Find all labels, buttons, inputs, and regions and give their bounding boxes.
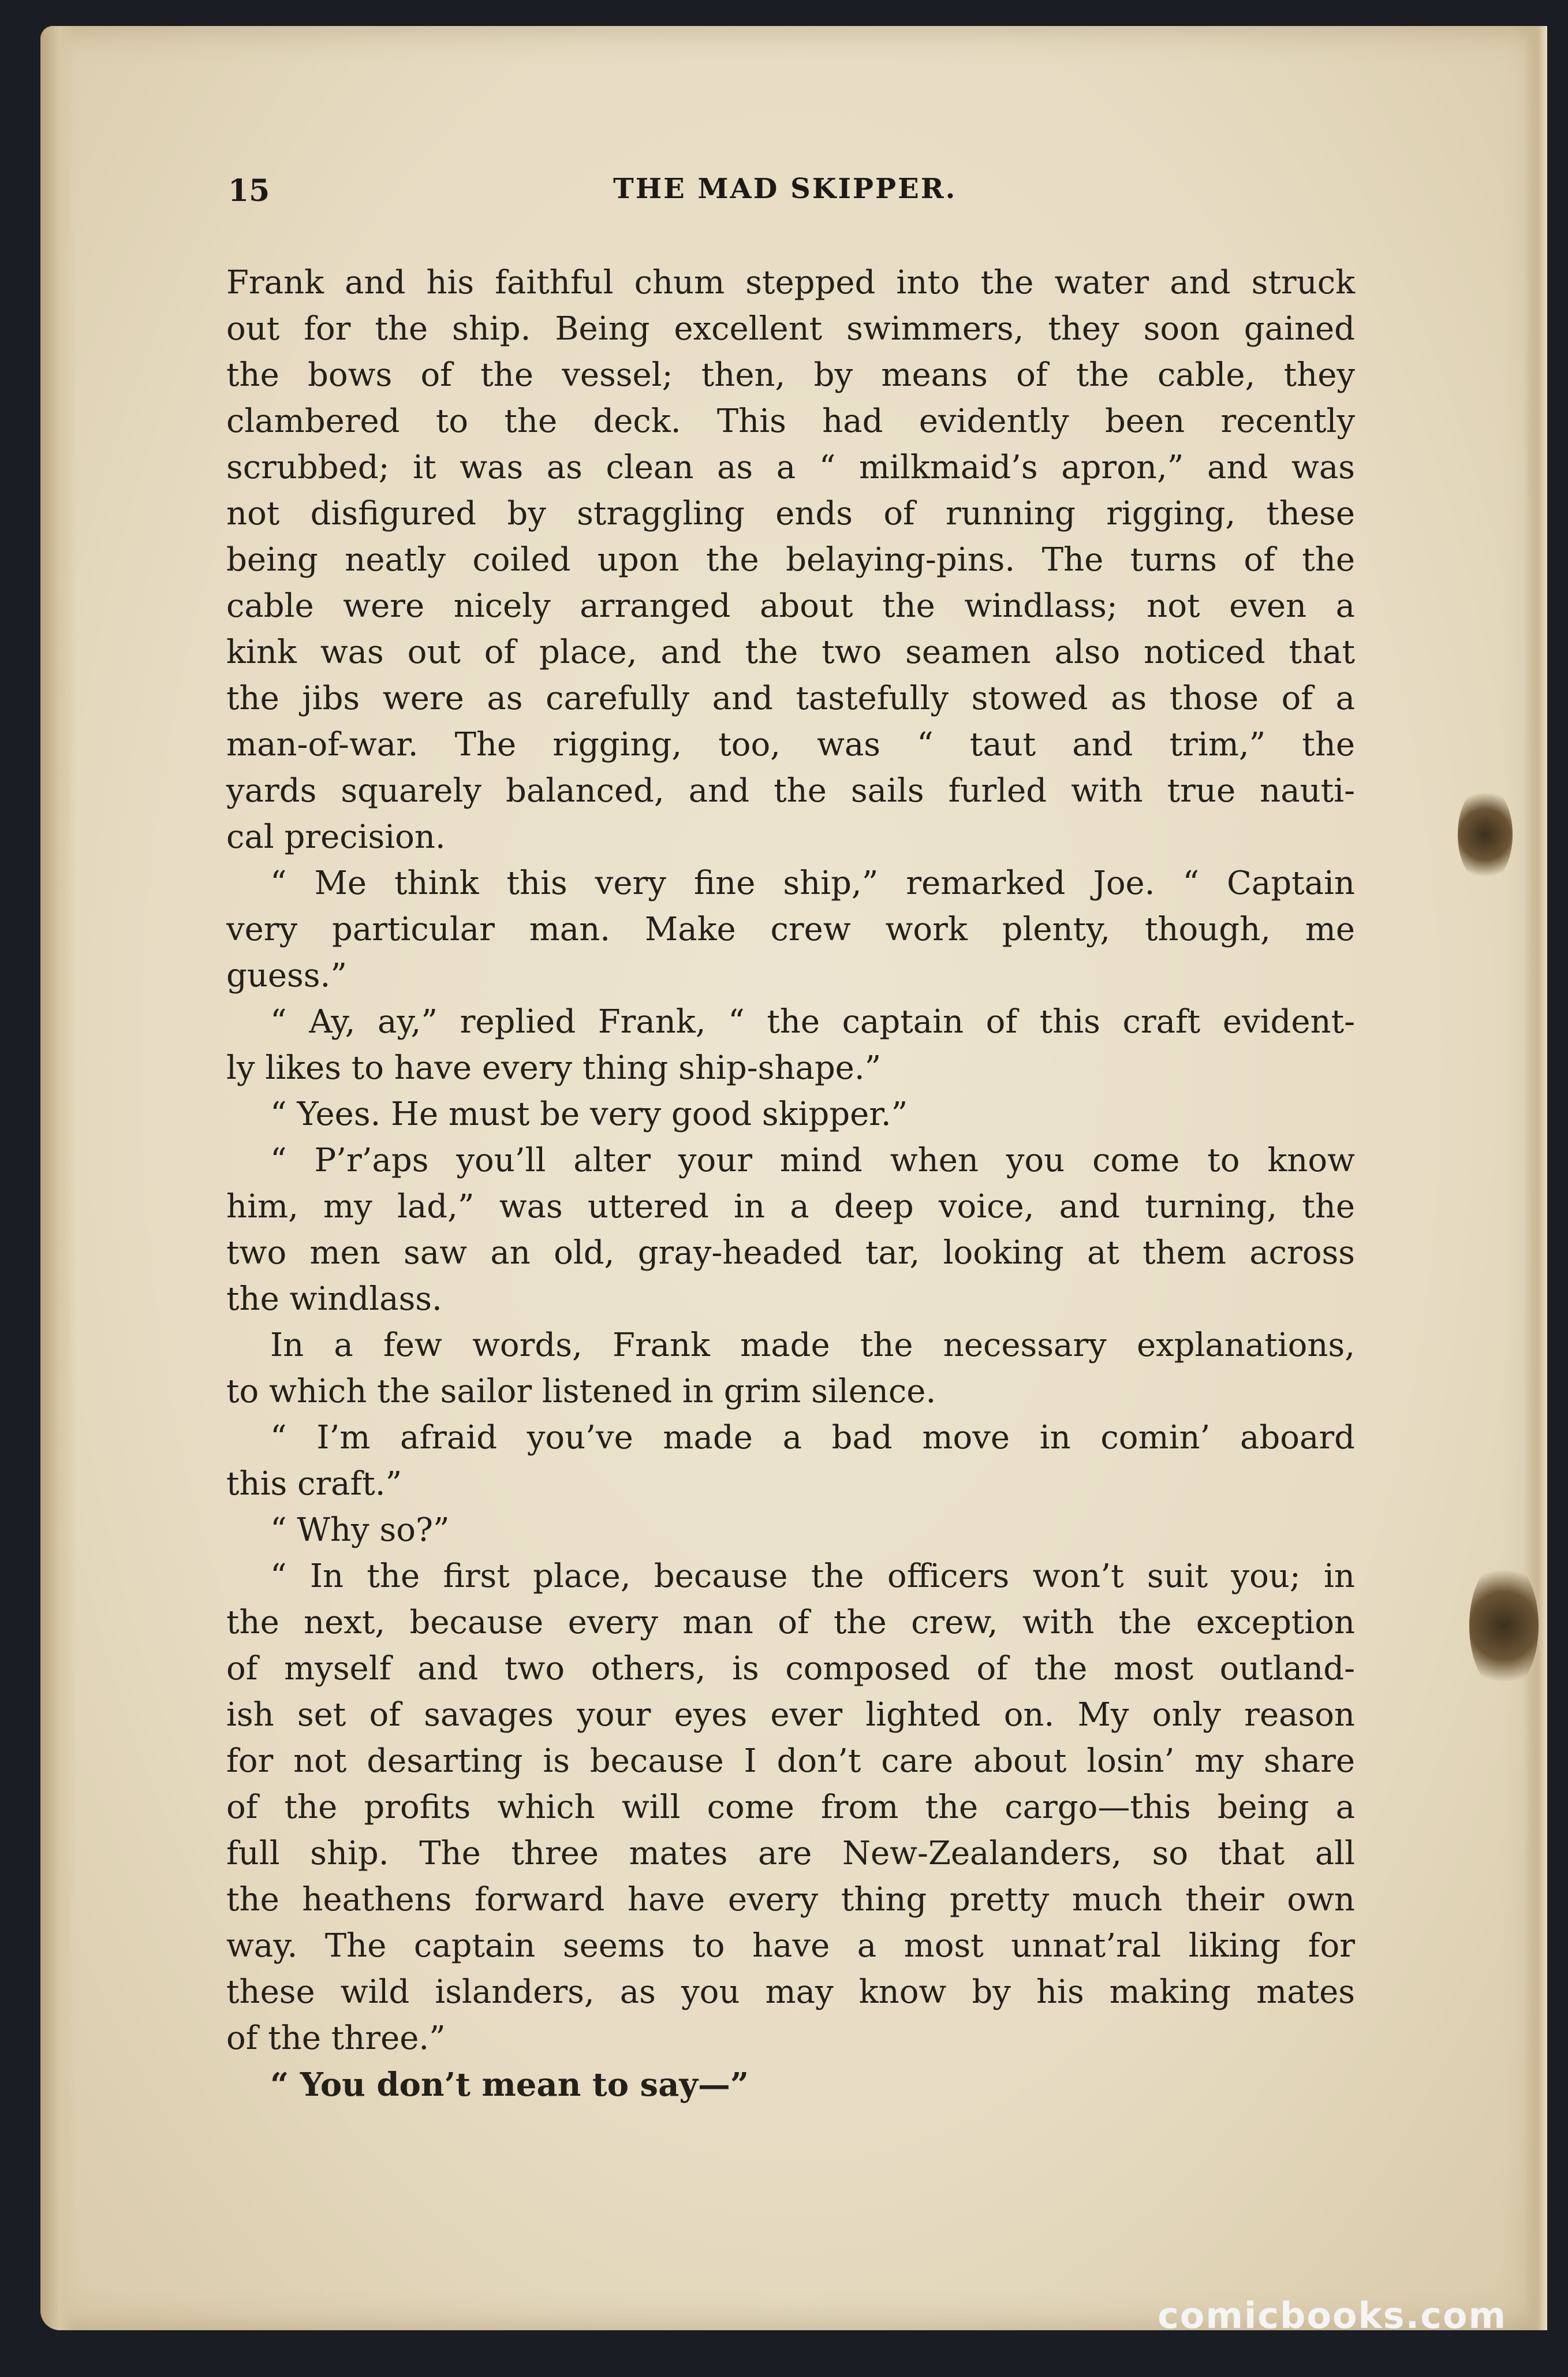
text-line: “ I’m afraid you’ve made a bad move in comin’ aboard <box>270 1419 1355 1456</box>
text-line: the next, because every man of the crew, with the exception <box>226 1604 1355 1641</box>
text-line: for not desarting is because I don’t care about losin’ my share <box>226 1742 1355 1780</box>
text-line: of the profits which will come from the cargo—this being a <box>226 1789 1355 1826</box>
text-line: “ Me think this very fine ship,” remarked Joe. “ Captain <box>270 865 1355 902</box>
text-line: the windlass. <box>226 1280 442 1318</box>
text-line: out for the ship. Being excellent swimmers, they soon gained <box>226 310 1355 348</box>
text-line: Frank and his faithful chum stepped into the water and struck <box>226 264 1355 301</box>
text-line: of the three.” <box>226 2020 446 2057</box>
text-line: him, my lad,” was uttered in a deep voice, and turning, the <box>226 1188 1355 1225</box>
text-line: this craft.” <box>226 1465 402 1503</box>
text-line: scrubbed; it was as clean as a “ milkmaid’s apron,” and was <box>226 449 1355 486</box>
page-edge-left <box>40 26 75 2330</box>
ink-stain <box>1458 785 1513 884</box>
text-line: being neatly coiled upon the belaying-pins. The turns of the <box>226 541 1355 579</box>
text-line: two men saw an old, gray-headed tar, looking at them across <box>226 1234 1355 1272</box>
text-line: “ Yees. He must be very good skipper.” <box>270 1096 908 1133</box>
body-text <box>226 260 1355 2177</box>
text-line: these wild islanders, as you may know by his making mates <box>226 1973 1355 2011</box>
text-line: the jibs were as carefully and tastefully stowed as those of a <box>226 680 1355 717</box>
watermark: comicbooks.com <box>1158 2294 1507 2337</box>
page-title: THE MAD SKIPPER. <box>613 173 957 205</box>
running-head <box>228 107 1383 208</box>
text-line: In a few words, Frank made the necessary explanations, <box>270 1327 1355 1364</box>
text-line: ish set of savages your eyes ever lighted on. My only reason <box>226 1696 1355 1734</box>
text-line: ly likes to have every thing ship-shape.” <box>226 1049 882 1087</box>
text-line: guess.” <box>226 957 347 994</box>
text-line: “ In the first place, because the officers won’t suit you; in <box>270 1558 1355 1595</box>
text-line: yards squarely balanced, and the sails furled with true nauti- <box>226 772 1355 810</box>
text-line: “ You don’t mean to say—” <box>270 2066 749 2104</box>
page-number: 15 <box>228 173 270 208</box>
text-line: kink was out of place, and the two seamen also noticed that <box>226 634 1355 671</box>
text-line: not disfigured by straggling ends of running rigging, these <box>226 495 1355 532</box>
text-line: cable were nicely arranged about the windlass; not even a <box>226 587 1355 625</box>
text-line: full ship. The three mates are New-Zealanders, so that all <box>226 1835 1355 1872</box>
text-line: cal precision. <box>226 818 446 856</box>
text-line: the heathens forward have every thing pretty much their own <box>226 1881 1355 1918</box>
text-line: “ P’r’aps you’ll alter your mind when you come to know <box>270 1142 1355 1179</box>
text-line: way. The captain seems to have a most unnat’ral liking for <box>226 1927 1355 1965</box>
text-line: “ Ay, ay,” replied Frank, “ the captain of this craft evident- <box>270 1003 1355 1041</box>
text-line: very particular man. Make crew work plenty, though, me <box>226 911 1355 948</box>
text-line: clambered to the deck. This had evidently been recently <box>226 403 1355 440</box>
text-line: “ Why so?” <box>270 1511 450 1549</box>
text-line: of myself and two others, is composed of the most outland- <box>226 1650 1355 1687</box>
ink-stain <box>1469 1559 1539 1692</box>
page-edge-right <box>1524 26 1547 2330</box>
text-line: man-of-war. The rigging, too, was “ taut and trim,” the <box>226 726 1355 763</box>
text-line: to which the sailor listened in grim silence. <box>226 1373 936 1410</box>
text-line: the bows of the vessel; then, by means of the cable, they <box>226 356 1355 394</box>
